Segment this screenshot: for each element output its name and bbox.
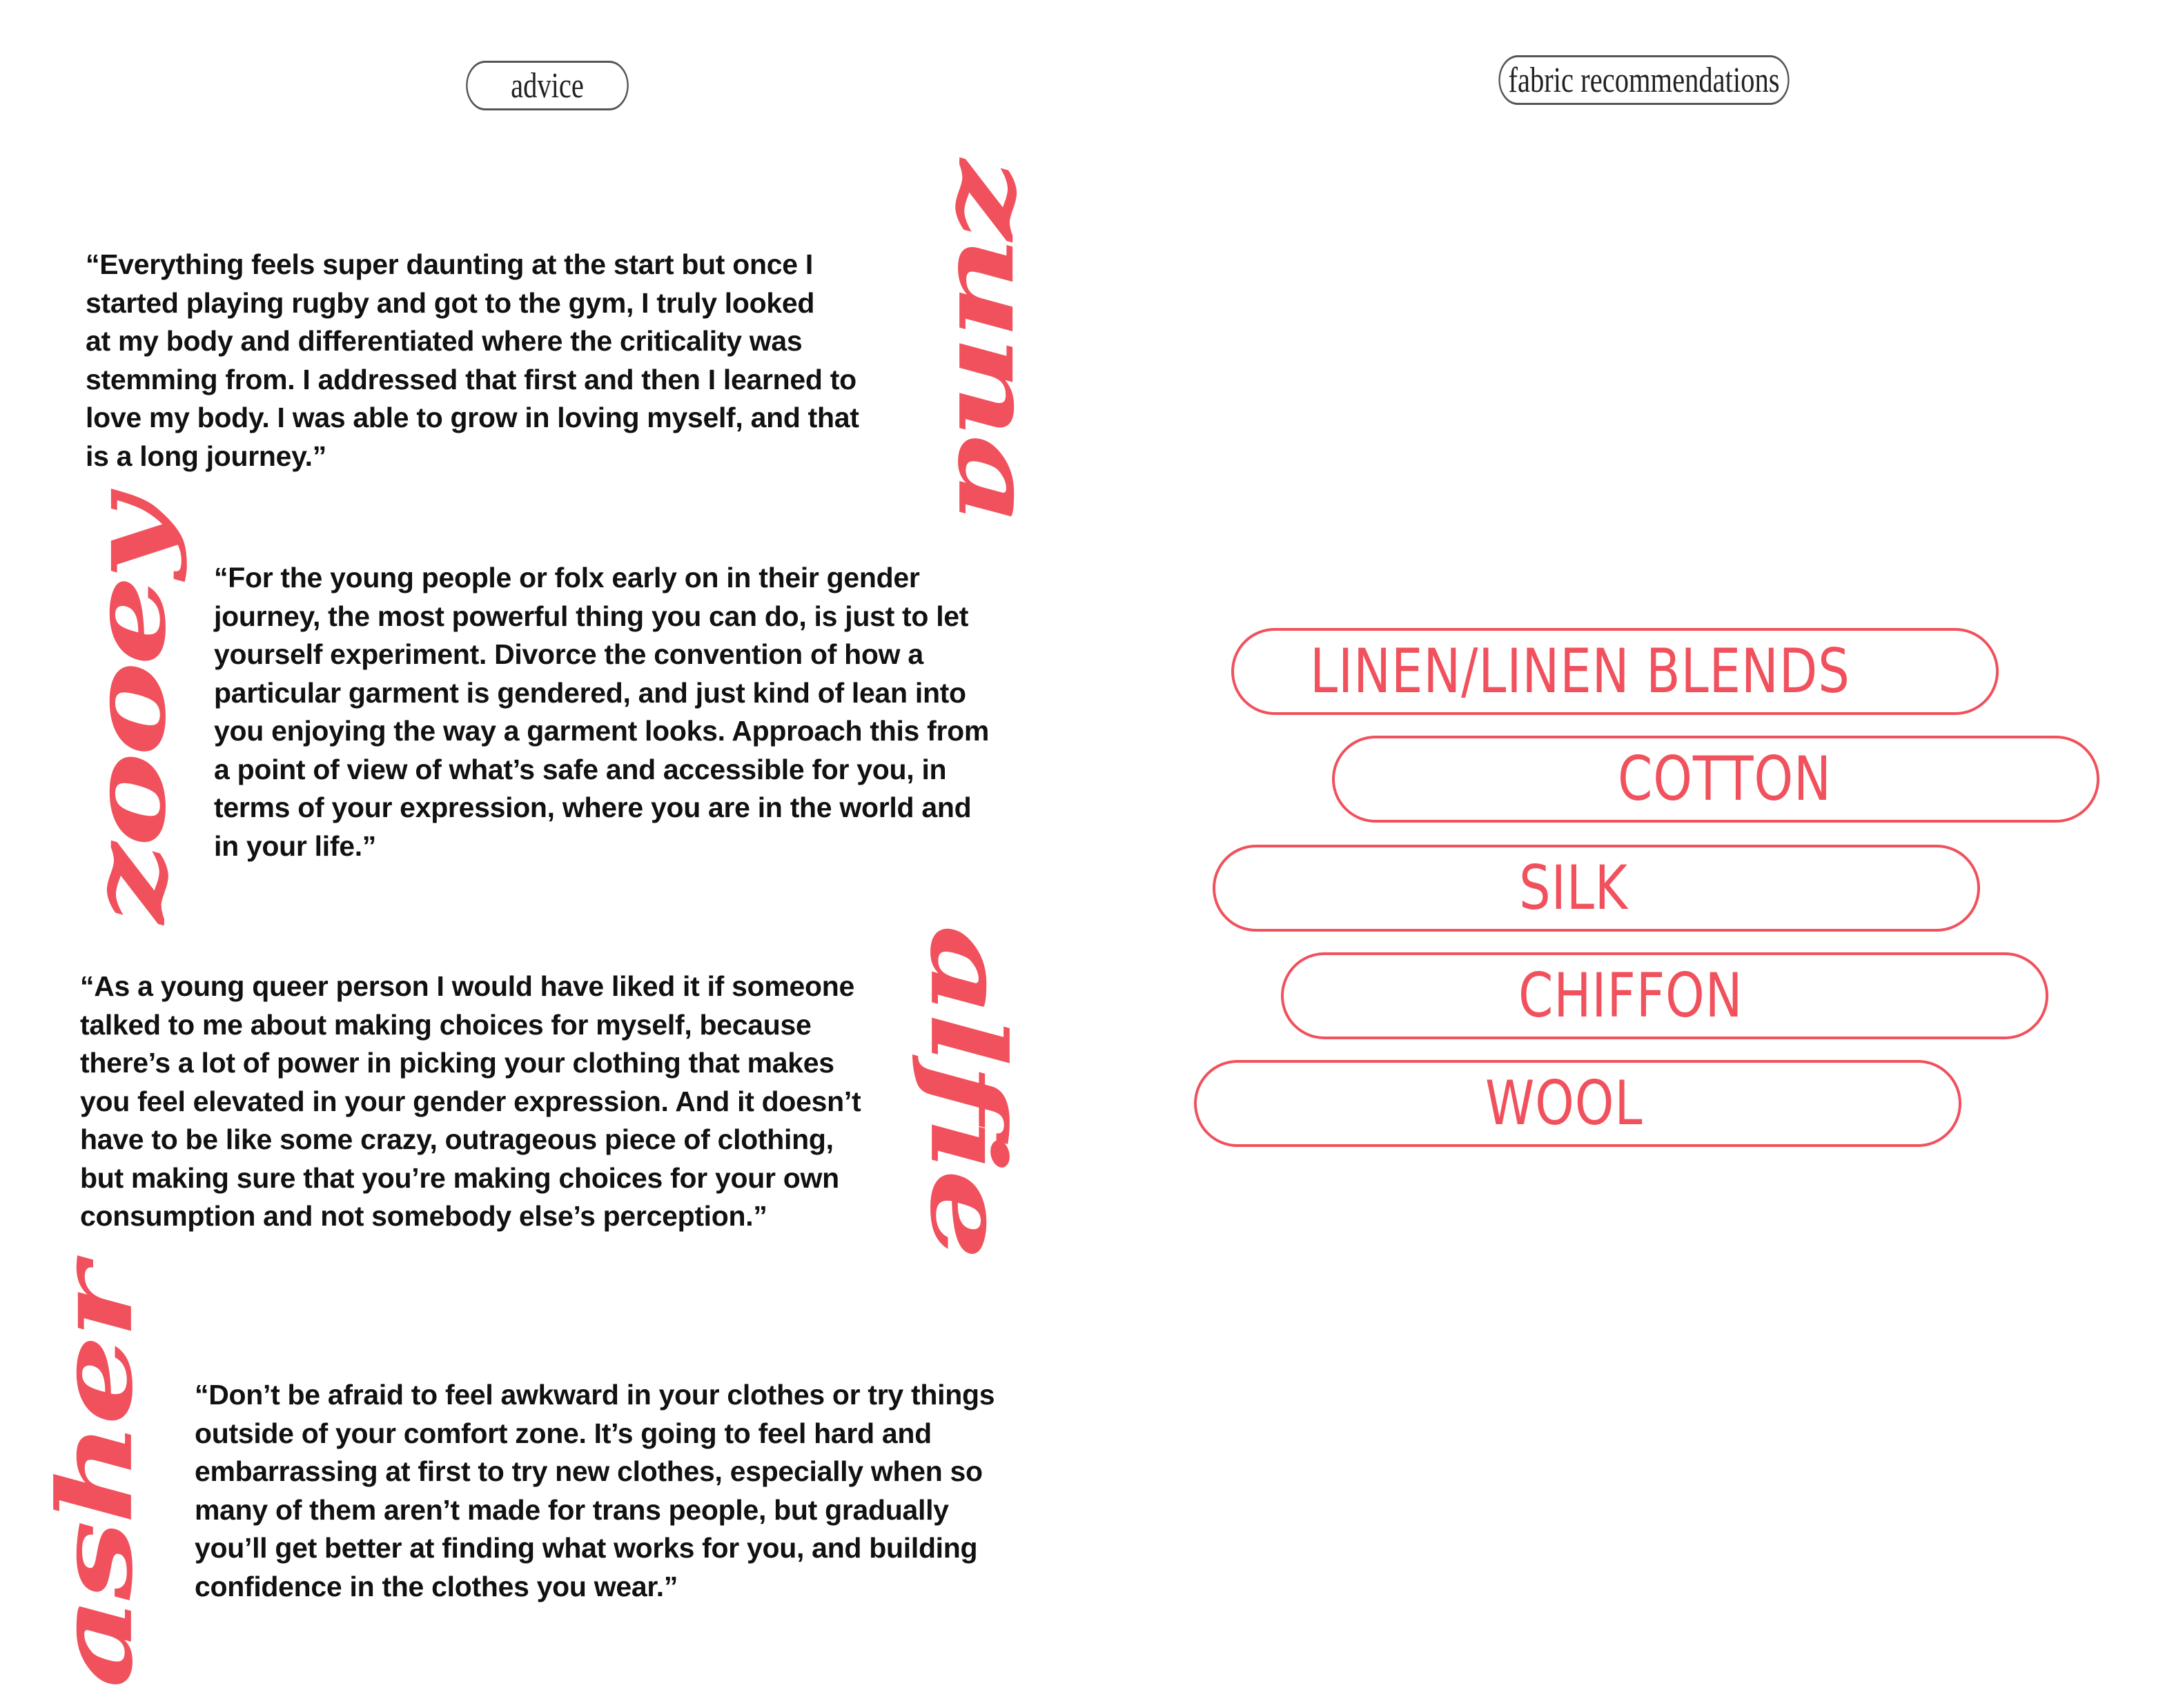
name-zooey: zooey [68, 500, 189, 924]
fabric-pill-wool [1194, 1060, 1961, 1147]
fabric-label: COTTON [1618, 743, 1832, 814]
fabric-recommendations-header: fabric recommendations [1498, 55, 1789, 105]
fabric-label: LINEN/LINEN BLENDS [1310, 636, 1850, 707]
fabric-pill-linen [1231, 628, 1999, 715]
quote-alfie: “As a young queer person I would have liked it if someone talked to me about making choices for myself, because there’s a lot of power in picking your clothing that makes you feel elevated in your gender expression. And it doesn’t have to be like some crazy, outrageous piece of clothing, but making sure that you’re making choices for your own consumption and not somebody else’s perception.” [80, 970, 861, 1232]
quote-asher: “Don’t be afraid to feel awkward in your clothes or try things outside of your comfort zone. It’s going to feel hard and embarrassing at first to try new clothes, especially when so many of them aren’t made for trans people, but gradually you’ll get better at finding what works for you, and building confidence in the clothes you wear.” [195, 1379, 995, 1602]
name-alfie: alfie [907, 925, 1028, 1256]
fabric-label: CHIFFON [1518, 960, 1743, 1031]
fabric-label: SILK [1519, 852, 1628, 923]
fabric-pill-chiffon [1281, 952, 2048, 1039]
name-asher: asher [35, 1268, 156, 1689]
quote-zuna: “Everything feels super daunting at the start but once I started playing rugby and got to the gym, I truly looked at my body and differentiated where the criticality was stemming from. I addressed that first and then I learned to love my body. I was able to grow in loving myself, and that is a long journey.” [86, 248, 859, 472]
quote-zooey: “For the young people or folx early on in their gender journey, the most powerful thing you can do, is just to let yourself experiment. Divorce the convention of how a particular garment is gendered, and just kind of lean into you enjoying the way a garment looks. Approach this from a point of view of what’s safe and accessible for you, in terms of your expression, where you are in the world and in your life.” [214, 562, 990, 862]
fabric-pill-silk [1213, 845, 1980, 932]
fabric-label: WOOL [1485, 1068, 1643, 1139]
advice-header: advice [466, 61, 629, 110]
fabric-pill-cotton [1332, 736, 2099, 823]
name-zuna: zuna [934, 159, 1056, 523]
